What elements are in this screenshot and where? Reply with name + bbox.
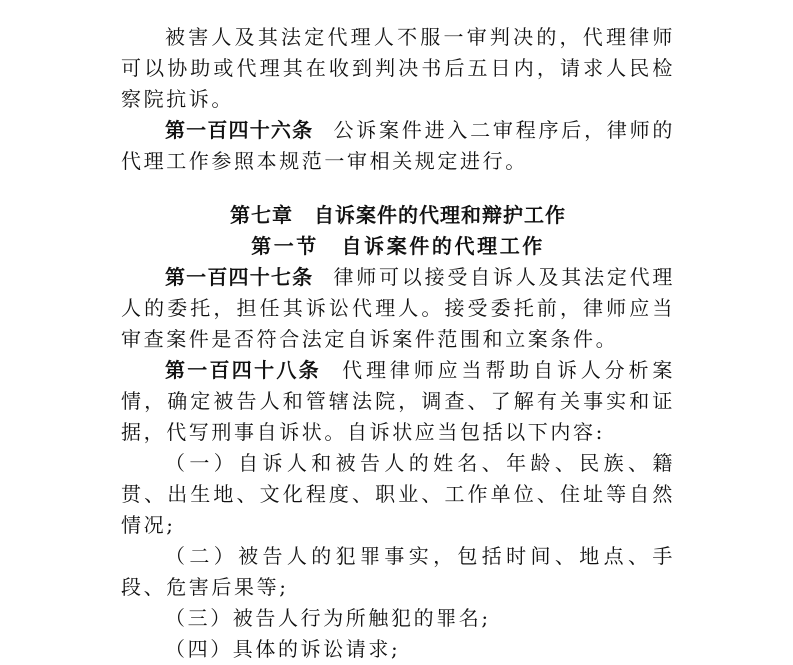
article-148-number: 第一百四十八条 <box>165 358 321 382</box>
section-title: 第一节 自诉案件的代理工作 <box>251 234 545 258</box>
article-146-number: 第一百四十六条 <box>165 118 314 142</box>
list-item: （一）自诉人和被告人的姓名、年龄、民族、籍贯、出生地、文化程度、职业、工作单位、住址等自然情况; <box>121 451 675 537</box>
chapter-title: 第七章 自诉案件的代理和辩护工作 <box>230 203 566 227</box>
article-147 <box>121 262 675 355</box>
article-148-text: 代理律师应当帮助自诉人分析案情，确定被告人和管辖法院，调查、了解有关事实和证据，代写刑事自诉状。自诉状应当包括以下内容: <box>121 358 676 444</box>
paragraph-appeal: 被害人及其法定代理人不服一审判决的，代理律师可以协助或代理其在收到判决书后五日内，请求人民检察院抗诉。 <box>121 25 675 111</box>
article-148 <box>121 355 675 448</box>
list-item: （三）被告人行为所触犯的罪名; <box>165 606 491 630</box>
article-146 <box>121 115 675 177</box>
list-item: （二）被告人的犯罪事实，包括时间、地点、手段、危害后果等; <box>121 544 675 599</box>
article-147-text: 律师可以接受自诉人及其法定代理人的委托，担任其诉讼代理人。接受委托前，律师应当审查案件是否符合法定自诉案件范围和立案条件。 <box>121 265 676 351</box>
article-147-number: 第一百四十七条 <box>165 265 314 289</box>
article-146-text: 公诉案件进入二审程序后，律师的代理工作参照本规范一审相关规定进行。 <box>121 118 676 173</box>
article-148-items <box>121 448 675 665</box>
list-item: （四）具体的诉讼请求; <box>165 637 401 661</box>
